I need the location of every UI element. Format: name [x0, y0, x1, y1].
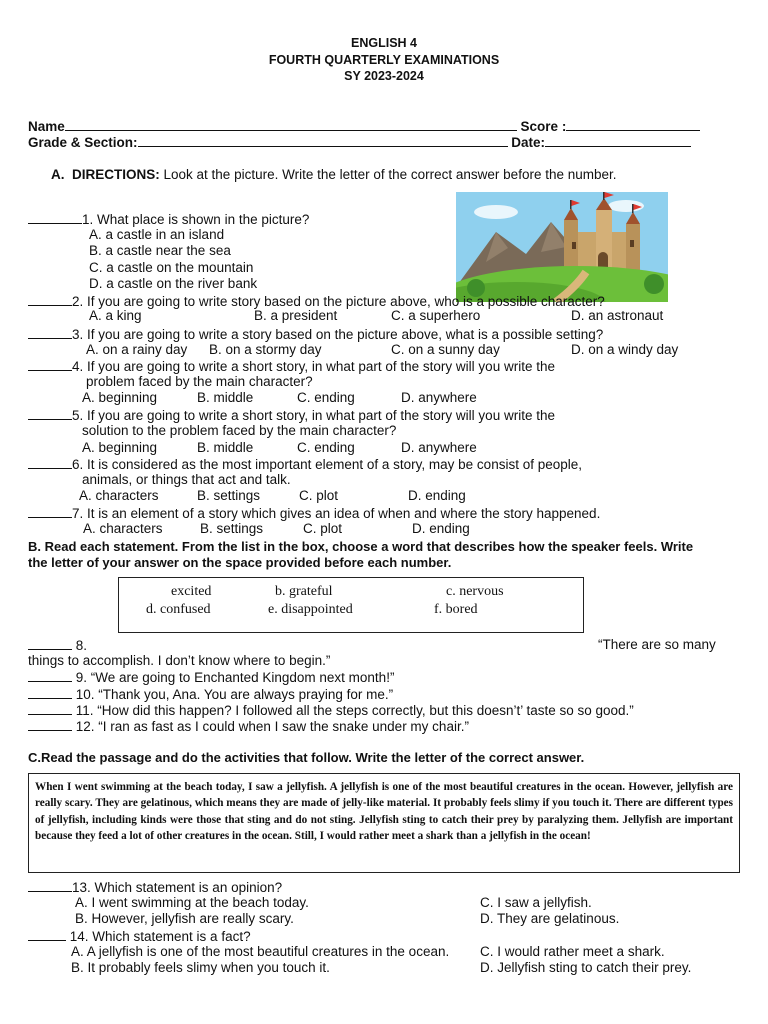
question-5-text-cont: solution to the problem faced by the main character?: [82, 423, 397, 438]
question-12: [28, 718, 469, 735]
question-4: [28, 358, 555, 375]
question-4-text: 4. If you are going to write a short story, in what part of the story will you write the: [72, 359, 555, 374]
date-label: Date:: [511, 135, 546, 150]
q4-choice-d: D. anywhere: [401, 390, 477, 405]
q7-choice-d: D. ending: [412, 521, 470, 536]
q6-choice-c: C. plot: [299, 488, 339, 503]
answer-blank-6[interactable]: [28, 456, 72, 469]
grade-label: Grade & Section:: [28, 135, 138, 150]
word-nervous: c. nervous: [446, 584, 504, 599]
q1-choice-d: D. a castle on the river bank: [89, 276, 258, 291]
word-confused: d. confused: [146, 602, 211, 617]
section-c-directions: C.Read the passage and do the activities that follow. Write the letter of the correct answer.: [28, 750, 585, 765]
q14-choice-d: D. Jellyfish sting to catch their prey.: [480, 960, 692, 975]
answer-blank-3[interactable]: [28, 326, 72, 339]
question-7-text: 7. It is an element of a story which gives an idea of when and where the story happened.: [72, 506, 601, 521]
word-excited: excited: [171, 584, 212, 599]
q1-choice-c: C. a castle on the mountain: [89, 260, 254, 275]
name-label: Name: [28, 119, 65, 134]
section-b-directions-cont: the letter of your answer on the space provided before each number.: [28, 555, 452, 570]
section-a-prefix: A.: [51, 167, 65, 182]
answer-blank-9[interactable]: [28, 669, 72, 682]
question-14-text: 14. Which statement is a fact?: [66, 929, 251, 944]
q7-choice-b: B. settings: [200, 521, 264, 536]
castle-picture: [456, 192, 668, 302]
name-row: [28, 118, 700, 135]
question-10: [28, 686, 393, 703]
question-7: [28, 505, 600, 522]
exam-title: FOURTH QUARTERLY EXAMINATIONS: [268, 53, 500, 67]
answer-blank-5[interactable]: [28, 407, 72, 420]
q4-choice-a: A. beginning: [82, 390, 158, 405]
q2-choice-c: C. a superhero: [391, 308, 481, 323]
question-9-text: 9. “We are going to Enchanted Kingdom next month!”: [72, 670, 395, 685]
question-5: [28, 407, 555, 424]
q5-choice-b: B. middle: [197, 440, 254, 455]
q2-choice-a: A. a king: [89, 308, 142, 323]
question-6-text-cont: animals, or things that act and talk.: [82, 472, 291, 487]
word-grateful: b. grateful: [275, 584, 333, 599]
q3-choice-a: A. on a rainy day: [86, 342, 188, 357]
q5-choice-c: C. ending: [297, 440, 355, 455]
q2-choice-d: D. an astronaut: [571, 308, 664, 323]
answer-blank-11[interactable]: [28, 702, 72, 715]
question-6: [28, 456, 582, 473]
word-box: [118, 577, 584, 633]
word-disappointed: e. disappointed: [268, 602, 353, 617]
question-8: [28, 637, 87, 654]
q2-choice-b: B. a president: [254, 308, 338, 323]
question-3-text: 3. If you are going to write a story based on the picture above, what is a possible setting?: [72, 327, 604, 342]
question-5-text: 5. If you are going to write a short story, in what part of the story will you write the: [72, 408, 555, 423]
q1-choice-a: A. a castle in an island: [89, 227, 225, 242]
question-14: [28, 928, 251, 945]
grade-row: [28, 134, 691, 151]
question-13-text: 13. Which statement is an opinion?: [72, 880, 283, 895]
question-11-text: 11. “How did this happen? I followed all the steps correctly, but this doesn’t’ taste so so good.”: [72, 703, 634, 718]
castle-illustration: [456, 192, 668, 302]
q4-choice-c: C. ending: [297, 390, 355, 405]
word-bored: f. bored: [434, 602, 478, 617]
answer-blank-10[interactable]: [28, 686, 72, 699]
q13-choice-b: B. However, jellyfish are really scary.: [75, 911, 294, 926]
question-10-text: 10. “Thank you, Ana. You are always praying for me.”: [72, 687, 394, 702]
question-1: [28, 211, 309, 228]
question-6-text: 6. It is considered as the most important element of a story, may be consist of people,: [72, 457, 583, 472]
question-2-text: 2. If you are going to write story based on the picture above, who is a possible character?: [72, 294, 605, 309]
q14-choice-b: B. It probably feels slimy when you touch it.: [71, 960, 330, 975]
section-a-directions: [51, 167, 617, 182]
q6-choice-b: B. settings: [197, 488, 261, 503]
answer-blank-13[interactable]: [28, 879, 72, 892]
reading-passage: When I went swimming at the beach today, I saw a jellyfish. A jellyfish is one of the most beautiful creatures in the ocean. However, jellyfish are really scary. They are gelatinous, which means they are made of jelly-like material. It probably feels slimy if you touch it. There are different types of jellyfish, including kinds were those that sting and do not sting. Jellyfish sting to catch their prey by paralyzing them. Jellyfish are important because they feed a lot of other creatures in the ocean. Still, I would rather meet a shark than a jellyfish in the ocean!: [28, 773, 740, 873]
name-blank[interactable]: [65, 118, 517, 131]
question-1-text: 1. What place is shown in the picture?: [82, 212, 310, 227]
question-8-number: 8.: [72, 638, 88, 653]
question-11: [28, 702, 634, 719]
q5-choice-d: D. anywhere: [401, 440, 477, 455]
q3-choice-b: B. on a stormy day: [209, 342, 322, 357]
answer-blank-8[interactable]: [28, 637, 72, 650]
section-b-directions: B. Read each statement. From the list in the box, choose a word that describes how the speaker feels. Write: [28, 539, 694, 554]
date-blank[interactable]: [545, 134, 691, 147]
question-4-text-cont: problem faced by the main character?: [86, 374, 313, 389]
q14-choice-a: A. A jellyfish is one of the most beautiful creatures in the ocean.: [71, 944, 450, 959]
question-9: [28, 669, 394, 686]
q7-choice-c: C. plot: [303, 521, 343, 536]
q6-choice-a: A. characters: [79, 488, 159, 503]
question-8-text: “There are so many: [598, 637, 716, 652]
q13-choice-c: C. I saw a jellyfish.: [480, 895, 592, 910]
q13-choice-d: D. They are gelatinous.: [480, 911, 620, 926]
question-3: [28, 326, 603, 343]
exam-year: SY 2023-2024: [344, 69, 424, 83]
q1-choice-b: B. a castle near the sea: [89, 243, 231, 258]
q7-choice-a: A. characters: [83, 521, 163, 536]
directions-label: DIRECTIONS:: [72, 167, 160, 182]
exam-subject: ENGLISH 4: [351, 36, 417, 50]
q3-choice-d: D. on a windy day: [571, 342, 679, 357]
q4-choice-b: B. middle: [197, 390, 254, 405]
answer-blank-4[interactable]: [28, 358, 72, 371]
question-13: [28, 879, 282, 896]
q13-choice-a: A. I went swimming at the beach today.: [75, 895, 309, 910]
score-blank[interactable]: [566, 118, 700, 131]
answer-blank-7[interactable]: [28, 505, 72, 518]
q14-choice-c: C. I would rather meet a shark.: [480, 944, 665, 959]
answer-blank-2[interactable]: [28, 293, 72, 306]
score-label: Score :: [520, 119, 567, 134]
q5-choice-a: A. beginning: [82, 440, 158, 455]
answer-blank-12[interactable]: [28, 718, 72, 731]
question-8-text-cont: things to accomplish. I don’t know where to begin.”: [28, 653, 331, 668]
q3-choice-c: C. on a sunny day: [391, 342, 500, 357]
grade-blank[interactable]: [138, 134, 508, 147]
answer-blank-14[interactable]: [28, 928, 66, 941]
directions-text: Look at the picture. Write the letter of the correct answer before the number.: [159, 167, 617, 182]
question-12-text: 12. “I ran as fast as I could when I saw the snake under my chair.”: [72, 719, 469, 734]
answer-blank-1[interactable]: [28, 211, 82, 224]
q6-choice-d: D. ending: [408, 488, 466, 503]
